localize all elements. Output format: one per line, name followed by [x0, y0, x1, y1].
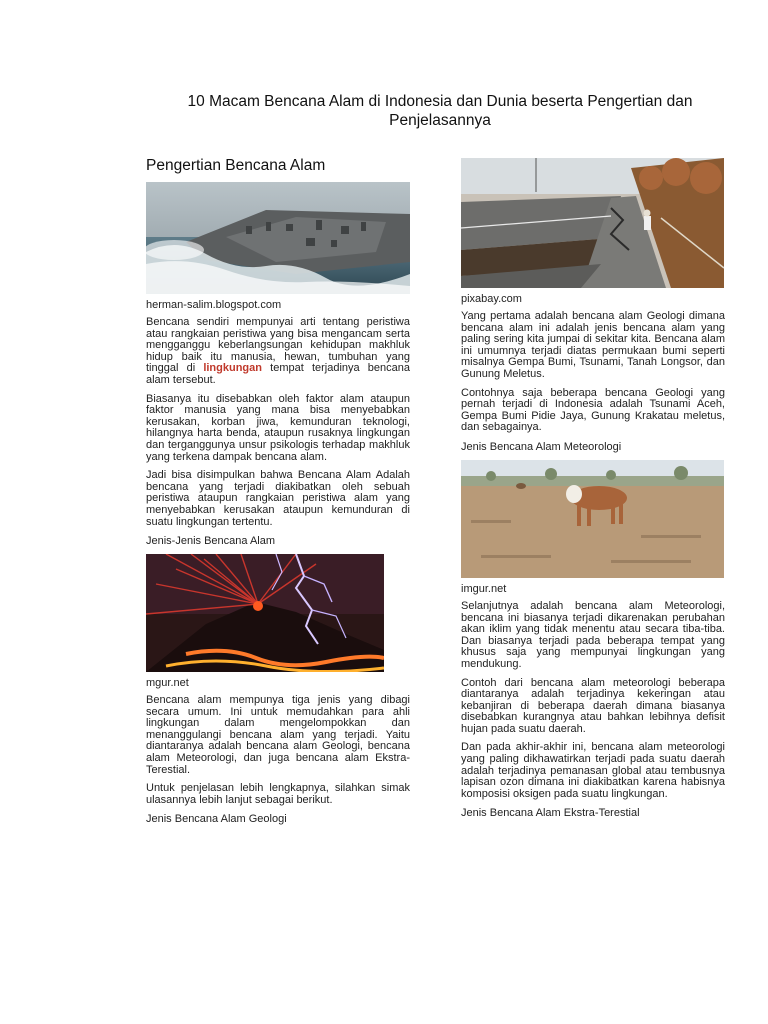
paragraph: Untuk penjelasan lebih lengkapnya, silahkan simak ulasannya lebih lanjut sebagai berikut. — [146, 782, 410, 806]
paragraph: Bencana alam mempunya tiga jenis yang dibagi secara umum. Ini untuk memudahkan para ahli lingkungan dalam mengelompokkan dan menanggulangi bencana alam yang terjadi. Yaitu diantaranya adalah bencana alam Geologi, bencana alam Meteorologi, dan juga bencana alam Ekstra-Terestial. — [146, 694, 410, 776]
subheading-label: Jenis Bencana Alam Geologi — [146, 813, 287, 826]
image-source-caption: pixabay.com — [461, 293, 522, 305]
subheading-label: Jenis Bencana Alam Meteorologi — [461, 440, 622, 453]
page-title: 10 Macam Bencana Alam di Indonesia dan Dunia beserta Pengertian dan Penjelasannya — [187, 93, 693, 129]
paragraph: Biasanya itu disebabkan oleh faktor alam ataupun faktor manusia yang mana bisa menyebabkan kerusakan, korban jiwa, kemunduran teknologi, hilangnya harta benda, ataupun rusaknya lingkungan dan terganggunya unsur psikologis terhadap makhluk yang terkena dampak bencana alam. — [146, 392, 410, 463]
image-source-caption: imgur.net — [461, 582, 507, 595]
paragraph: Yang pertama adalah bencana alam Geologi dimana bencana alam ini adalah jenis bencana alam yang paling sering kita jumpai di sekitar kita. Bencana alam ini umumnya terjadi diatas permukaan bumi seperti misalnya Gempa Bumi, Tsunami, Tanah Longsor, dan Gunung Meletus. — [461, 310, 725, 380]
paragraph: Contohnya saja beberapa bencana Geologi yang pernah terjadi di Indonesia adalah Tsunami Aceh, Gempa Bumi Pidie Jaya, Gunung Krakatau meletus, dan sebagainya. — [461, 386, 725, 434]
subheading-label: Jenis-Jenis Bencana Alam — [146, 535, 276, 548]
right-column — [461, 158, 725, 826]
subheading-label: Jenis Bencana Alam Ekstra-Terestial — [461, 807, 640, 820]
tsunami-city-image — [146, 182, 410, 294]
volcano-lightning-image — [146, 554, 410, 672]
paragraph: Dan pada akhir-akhir ini, bencana alam meteorologi yang paling dikhawatirkan terjadi pada suatu daerah adalah terjadinya pemanasan global atau tembusnya lapisan ozon dimana ini diakibatkan karena habisnya komposisi oksigen pada suatu lingkungan. — [461, 741, 725, 800]
paragraph: Contoh dari bencana alam meteorologi beberapa diantaranya adalah terjadinya kekeringan atau kebanjiran di beberapa daerah dimana biasanya disebabkan kurangnya atau bahkan lebihnya defisit hujan pada suatu daerah. — [461, 676, 725, 735]
left-column — [146, 157, 410, 832]
paragraph: Bencana sendiri mempunyai arti tentang peristiwa atau rangkaian peristiwa yang bisa mengancam serta mengganggu keberlangsungan kehidupan makhluk hidup baik itu manusia, hewan, tumbuhan yang tinggal di lingkungan tempat terjadinya bencana alam tersebut. — [146, 316, 411, 386]
earthquake-road-image — [461, 158, 725, 288]
paragraph: Selanjutnya adalah bencana alam Meteorologi, bencana ini biasanya terjadi dikarenakan perubahan akan iklim yang tidak menentu atau secara tiba-tiba. Dan biasanya terjadi pada beberapa tempat yang khusus saja yang mempunyai lingkungan yang mendukung. — [461, 599, 725, 670]
image-source-caption: mgur.net — [146, 677, 189, 690]
section-heading: Pengertian Bencana Alam — [146, 157, 326, 174]
image-source-caption: herman-salim.blogspot.com — [146, 299, 282, 311]
paragraph: Jadi bisa disimpulkan bahwa Bencana Alam Adalah bencana yang terjadi diakibatkan oleh sebuah peristiwa ataupun rangkaian peristiwa alam yang menyebabkan kerusakan ataupun kemunduran di suatu lingkungan tertentu. — [146, 469, 410, 528]
drought-cow-image — [461, 460, 725, 578]
lingkungan-link[interactable]: lingkungan — [203, 362, 262, 375]
